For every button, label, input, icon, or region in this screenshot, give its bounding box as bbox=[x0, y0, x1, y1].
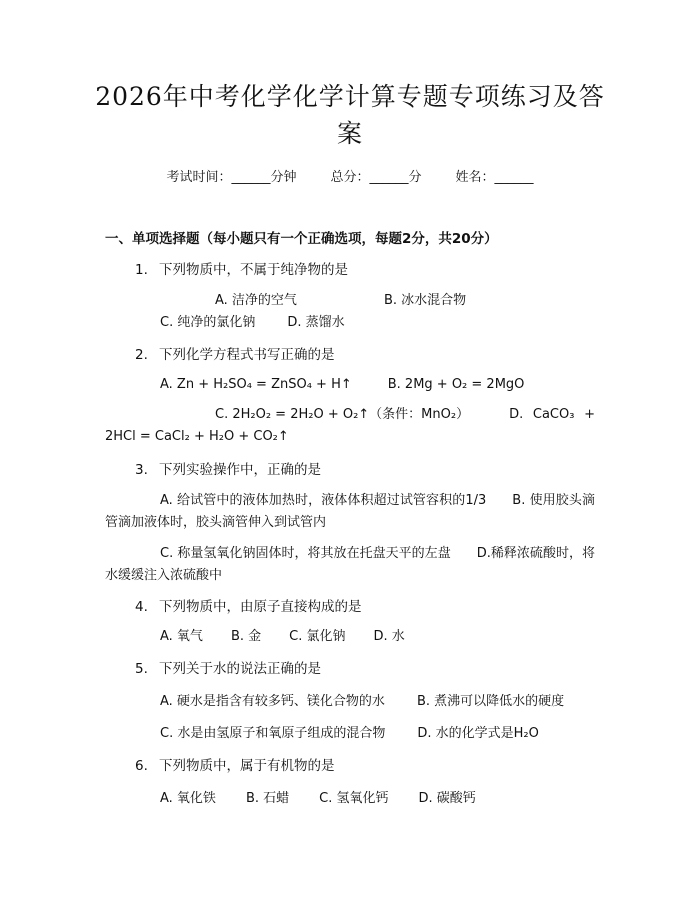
option-group bbox=[160, 789, 476, 809]
option-d: D. 蒸馏水 bbox=[287, 315, 345, 330]
question-text: 下列物质中，不属于纯净物的是 bbox=[159, 262, 348, 278]
option-group bbox=[160, 375, 524, 395]
option-group bbox=[160, 627, 405, 647]
question-text: 下列实验操作中，正确的是 bbox=[159, 462, 321, 478]
option-c: C. 纯净的氯化钠 bbox=[160, 315, 256, 330]
option-a: A. 给试管中的液体加热时，液体体积超过试管容积的1/3 bbox=[160, 493, 487, 508]
question-stem bbox=[135, 597, 362, 617]
exam-info bbox=[0, 169, 700, 187]
page-title: 2026年中考化学化学计算专题专项练习及答案 bbox=[95, 82, 605, 148]
exam-time-field: 考试时间：______分钟 bbox=[166, 170, 297, 185]
option-d: D. 水的化学式是H₂O bbox=[417, 726, 539, 741]
option-b: B. 石蜡 bbox=[245, 791, 290, 806]
option-group bbox=[105, 490, 595, 534]
option-b: B. 金 bbox=[230, 629, 262, 644]
option-group bbox=[160, 724, 539, 744]
option-d: D.稀释浓硫酸时，将水缓缓注入浓硫酸中 bbox=[105, 546, 595, 583]
total-score-field: 总分：______分 bbox=[330, 170, 422, 185]
question-text: 下列关于水的说法正确的是 bbox=[159, 661, 321, 677]
option-group bbox=[105, 404, 595, 448]
section-heading: 一、单项选择题（每小题只有一个正确选项，每题2分，共20分） bbox=[105, 231, 498, 247]
option-c: C. 2H₂O₂ = 2H₂O + O₂↑（条件：MnO₂） bbox=[215, 407, 470, 422]
option-a: A. Zn + H₂SO₄ = ZnSO₄ + H↑ bbox=[160, 377, 352, 392]
question-text: 下列化学方程式书写正确的是 bbox=[159, 347, 335, 363]
option-a: A. 洁净的空气 bbox=[215, 293, 297, 308]
question-number: 3. bbox=[135, 462, 148, 478]
option-b: B. 2Mg + O₂ = 2MgO bbox=[387, 377, 525, 392]
question-stem bbox=[135, 345, 335, 365]
option-b: B. 冰水混合物 bbox=[383, 293, 467, 308]
option-d: D. CaCO₃ + 2HCl = CaCl₂ + H₂O + CO₂↑ bbox=[105, 407, 595, 444]
question-stem bbox=[135, 460, 321, 480]
student-name-field: 姓名：______ bbox=[455, 170, 534, 185]
question-number: 1. bbox=[135, 262, 148, 278]
question-number: 2. bbox=[135, 347, 148, 363]
option-d: D. 碳酸钙 bbox=[418, 791, 476, 806]
option-group bbox=[160, 692, 564, 712]
question-text: 下列物质中，由原子直接构成的是 bbox=[159, 599, 362, 615]
question-stem bbox=[135, 756, 335, 776]
question-number: 6. bbox=[135, 758, 148, 774]
question-number: 4. bbox=[135, 599, 148, 615]
option-group bbox=[105, 290, 595, 334]
question-stem bbox=[135, 659, 321, 679]
option-a: A. 硬水是指含有较多钙、镁化合物的水 bbox=[160, 694, 385, 709]
question-stem bbox=[135, 260, 348, 280]
option-b: B. 煮沸可以降低水的硬度 bbox=[416, 694, 565, 709]
option-c: C. 水是由氢原子和氧原子组成的混合物 bbox=[160, 726, 386, 741]
option-group bbox=[105, 543, 595, 587]
option-c: C. 称量氢氧化钠固体时，将其放在托盘天平的左盘 bbox=[160, 546, 451, 561]
option-a: A. 氧气 bbox=[160, 629, 203, 644]
question-text: 下列物质中，属于有机物的是 bbox=[159, 758, 335, 774]
option-a: A. 氧化铁 bbox=[160, 791, 216, 806]
option-b: B. 使用胶头滴管滴加液体时，胶头滴管伸入到试管内 bbox=[105, 493, 595, 530]
option-c: C. 氯化钠 bbox=[289, 629, 346, 644]
question-number: 5. bbox=[135, 661, 148, 677]
option-c: C. 氢氧化钙 bbox=[319, 791, 389, 806]
option-d: D. 水 bbox=[373, 629, 405, 644]
